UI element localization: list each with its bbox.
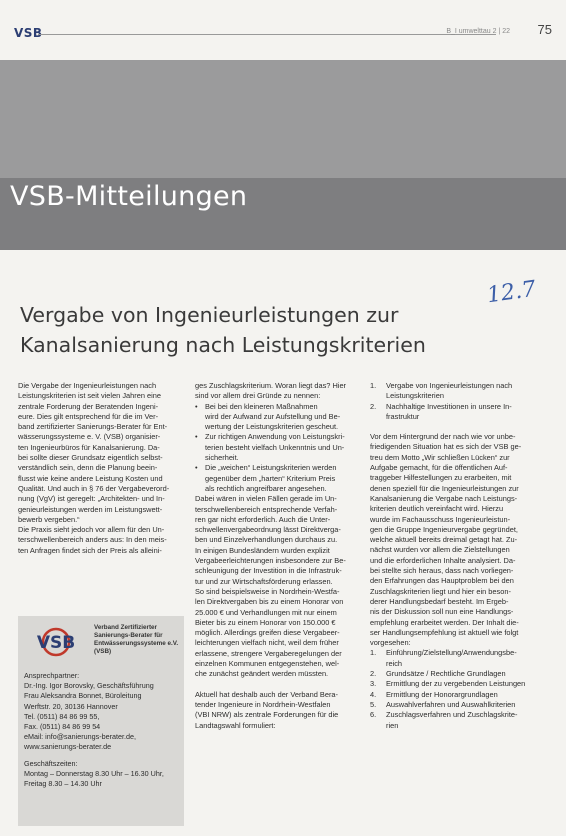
body-line: denen speziell für die Ingenieurleistungen zur [370, 483, 519, 493]
body-line: Landtagswahl formuliert: [195, 720, 276, 730]
numbered-item [370, 700, 543, 710]
bullet-item [195, 432, 366, 463]
vsb-logo-icon [22, 622, 90, 662]
numbered-item [370, 648, 543, 669]
item-number: 6. [370, 710, 377, 720]
body-line: empfehlung erarbeitet werden. Der Inhalt die- [370, 617, 519, 627]
headline-line-2: Kanalsanierung nach Leistungskriterien [20, 333, 426, 357]
running-head: B_I umwelttau 2 | 22 [446, 28, 510, 35]
body-line: vorgesehen: [370, 638, 411, 648]
body-line: ser Handlungsempfehlung ist aktuell wie folgt [370, 627, 519, 637]
body-line: In einigen Bundesländern wurden explizit [195, 545, 330, 555]
body-line: treu dem Motto „Wir schließen Lücken“ zur [370, 452, 510, 462]
bullet-line: sicherheit. [205, 453, 239, 463]
body-line: zentrale Forderung der Beratenden Ingeni- [18, 401, 159, 411]
bullet-line: wird der Aufwand zur Aufstellung und Be- [205, 411, 341, 421]
contact-line: Geschäftszeiten: [24, 758, 78, 768]
item-line: reich [386, 658, 403, 668]
item-number: 2. [370, 669, 377, 679]
item-line: Leistungskriterien [386, 391, 444, 401]
body-line: Bieter bis zu einem Honorar von 150.000 € [195, 617, 336, 627]
contact-line: Montag – Donnerstag 8.30 Uhr – 16.30 Uhr, [24, 768, 164, 778]
body-line: erlassene, strengere Vergaberegelungen der [195, 648, 342, 658]
body-line: flusst wie keine andere Leistung Kosten und [18, 473, 163, 483]
body-line: eure. Dies gilt entsprechend für die im Ver- [18, 411, 159, 421]
numbered-item [370, 710, 543, 731]
contact-line: Fax. (0511) 84 86 99 54 [24, 722, 101, 732]
body-line: verständlich sein, denn die Planung beein- [18, 463, 158, 473]
bullet-line: gegenüber dem „harten“ Kriterium Preis [205, 473, 336, 483]
header-rule [38, 34, 496, 35]
body-line: und die erforderlichen Inhalte analysiert. Da- [370, 555, 516, 565]
org-name-line: (VSB) [94, 648, 112, 655]
body-line: che zunächst geändert werden müssten. [195, 669, 329, 679]
body-line: bei stellte sich heraus, dass nach vorliegen- [370, 566, 514, 576]
item-line: Vergabe von Ingenieurleistungen nach [386, 381, 513, 390]
body-line: genieurleistungen werden im Leistungswett- [18, 504, 163, 514]
body-line: nis der Diskussion soll nun eine Handlungs- [370, 607, 514, 617]
body-line: friedigenden Situation hat es sich der VSB ge- [370, 442, 522, 452]
body-line: Aufgabe gemacht, für die öffentlichen Auf- [370, 463, 508, 473]
body-line: ges Zuschlagskriterium. Woran liegt das? Hier [195, 381, 347, 390]
item-number: 1. [370, 648, 377, 658]
contact-line: Tel. (0511) 84 86 99 55, [24, 711, 100, 721]
contact-line: Dr.-Ing. Igor Borovsky, Geschäftsführung [24, 681, 154, 691]
contact-line: Frau Aleksandra Bonnet, Büroleitung [24, 691, 142, 701]
bullet-item [195, 463, 366, 494]
body-line: tender Ingenieure in Nordrhein-Westfalen [195, 699, 331, 709]
page-number: 75 [537, 22, 552, 37]
paragraph-gap [370, 422, 543, 432]
bullet-line: • Die „weichen“ Leistungskriterien werden [205, 463, 337, 473]
body-line: schwellenvergabeordnung lässt Direktverga- [195, 525, 341, 535]
item-number: 5. [370, 699, 377, 709]
numbered-item [370, 402, 543, 423]
body-line: ren gar nicht erforderlich. Auch die Unter- [195, 514, 331, 524]
body-line: einzelnen Kommunen entgegenstehen, wel- [195, 659, 340, 669]
item-line: Ermittlung der zu vergebenden Leistungen [386, 679, 526, 689]
article-column-1 [18, 381, 190, 556]
body-line: Aktuell hat deshalb auch der Verband Bera- [195, 689, 338, 699]
item-line: Grundsätze / Rechtliche Grundlagen [386, 669, 506, 679]
body-line: den Erfahrungen das Hauptproblem bei den [370, 576, 514, 586]
body-line: len Direktvergaben bis zu einem Honorar von [195, 597, 344, 607]
contact-line: Freitag 8.30 – 14.30 Uhr [24, 779, 102, 789]
body-line: kriterien deutlich vereinfacht wird. Hierzu [370, 504, 504, 514]
headline-line-1: Vergabe von Ingenieurleistungen zur [20, 303, 399, 327]
numbered-item [370, 679, 543, 689]
bullet-line: • Zur richtigen Anwendung von Leistungskri- [205, 432, 345, 442]
bullet-line: • Bei bei den kleineren Maßnahmen [205, 401, 318, 411]
body-line: Kanalsanierung die Vergabe nach Leistungs- [370, 493, 518, 503]
contact-details [24, 671, 182, 789]
body-line: terschwellenbereich entsprechende Verfah- [195, 504, 338, 514]
numbered-item [370, 669, 543, 679]
org-name-line: Entwässerungssysteme e.V. [94, 640, 179, 647]
body-line: schleunigung der Investition in die Infrastruk- [195, 566, 342, 576]
item-line: rien [386, 720, 399, 730]
body-line: bewerb vergeben.“ [18, 514, 80, 524]
bullet-line: terien besteht vielfach Unkenntnis und Un- [205, 442, 345, 452]
article-column-3 [370, 381, 543, 731]
body-line: tur und zur Wirtschaftsförderung erlassen. [195, 576, 333, 586]
body-line: Leistungskriterien ist seit vielen Jahren eine [18, 391, 161, 401]
body-line: Vor dem Hintergrund der nach wie vor unbe- [370, 432, 516, 442]
section-banner-top [0, 60, 566, 178]
body-line: ten Ingenieurbüros für Kanalsanierung. Da- [18, 442, 160, 452]
item-line: Auswahlverfahren und Auswahlkriterien [386, 699, 516, 709]
body-line: nung (VgV) ist geregelt: „Architekten- und In- [18, 494, 165, 504]
item-number: 3. [370, 679, 377, 689]
item-line: frastruktur [386, 411, 420, 421]
body-line: ten Anfragen findet sich der Preis als alleini- [18, 545, 162, 555]
body-line: nächst wurden vor allem die Zielstellungen [370, 545, 510, 555]
paragraph-gap [195, 680, 366, 690]
body-line: 25.000 € und Verhandlungen mit nur einem [195, 607, 337, 617]
org-name [94, 624, 182, 656]
body-line: (VBI NRW) als zentrale Forderungen für die [195, 710, 339, 720]
body-line: ben und Einzelverhandlungen durchaus zu. [195, 535, 338, 545]
article-column-2 [195, 381, 366, 731]
body-line: Die Praxis sieht jedoch vor allem für den Un- [18, 525, 165, 535]
bullet-item [195, 402, 366, 433]
bullet-line: wertung der Leistungskriterien gescheut. [205, 422, 339, 432]
item-number: 4. [370, 689, 377, 699]
body-line: derer Handlungsbedarf besteht. Im Ergeb- [370, 596, 509, 606]
contact-line: www.sanierungs-berater.de [24, 742, 112, 752]
bullet-line: als rechtlich angreifbarer angesehen. [205, 483, 327, 493]
item-line: Zuschlagsverfahren und Zuschlagskrite- [386, 710, 518, 720]
body-line: welche aktuell bereits dreimal getagt hat. Zu- [370, 535, 518, 545]
org-name-line: Verband Zertifizierter [94, 624, 157, 631]
article-headline [20, 300, 490, 360]
body-line: gen die Gruppe Ingenieurvergabe gegründet, [370, 524, 518, 534]
item-number: 2. [370, 401, 377, 411]
vsb-logo [14, 26, 43, 40]
body-line: Qualität. Und auch in § 76 der Vergabeverord- [18, 483, 170, 493]
body-line: möglich. Allerdings greifen diese Vergabeer- [195, 628, 340, 638]
item-line: Einführung/Zielstellung/Anwendungsbe- [386, 648, 517, 658]
body-line: terschwellenbereich anders aus: In den meis- [18, 535, 167, 545]
body-line: wässerungssysteme e. V. (VSB) organisier- [18, 432, 161, 442]
section-title: VSB-Mitteilungen [10, 181, 248, 212]
body-line: Dabei wären in vielen Fällen gerade im Un- [195, 494, 337, 504]
body-line: Zuschlagskriterien liegt und hier ein beson- [370, 586, 511, 596]
contact-line: eMail: info@sanierungs-berater.de, [24, 732, 136, 742]
body-line: bei sollte dieser Grundsatz eigentlich selbst- [18, 453, 163, 463]
body-line: leichterungen vielfach nicht, weil dem früher [195, 638, 339, 648]
body-line: wurde im Fachausschuss Ingenieurleistun- [370, 514, 511, 524]
vsb-logo-text: VSB [14, 26, 43, 40]
body-line: band zertifizierter Sanierungs-Berater für Ent- [18, 422, 168, 432]
numbered-item [370, 381, 543, 402]
contact-line: Ansprechpartner: [24, 671, 80, 680]
handwritten-note: 12.7 [485, 276, 538, 309]
numbered-item [370, 690, 543, 700]
body-line: Die Vergabe der Ingenieurleistungen nach [18, 381, 157, 390]
body-line: So sind beispielsweise in Nordrhein-Westfa- [195, 586, 340, 596]
contact-box [18, 616, 184, 826]
body-line: Vergabeerleichterungen insbesondere zur Be- [195, 556, 346, 566]
org-name-line: Sanierungs-Berater für [94, 632, 163, 639]
body-line: sind vor allem drei Gründe zu nennen: [195, 391, 321, 401]
vsb-logo-svg-text: VSB [36, 633, 76, 653]
contact-line: Werftstr. 20, 30136 Hannover [24, 701, 118, 711]
item-line: Nachhaltige Investitionen in unsere In- [386, 401, 512, 411]
item-line: Ermittlung der Honorargrundlagen [386, 689, 498, 699]
body-line: traggeber Hilfestellungen zu erarbeiten, mit [370, 473, 512, 483]
item-number: 1. [370, 381, 377, 390]
